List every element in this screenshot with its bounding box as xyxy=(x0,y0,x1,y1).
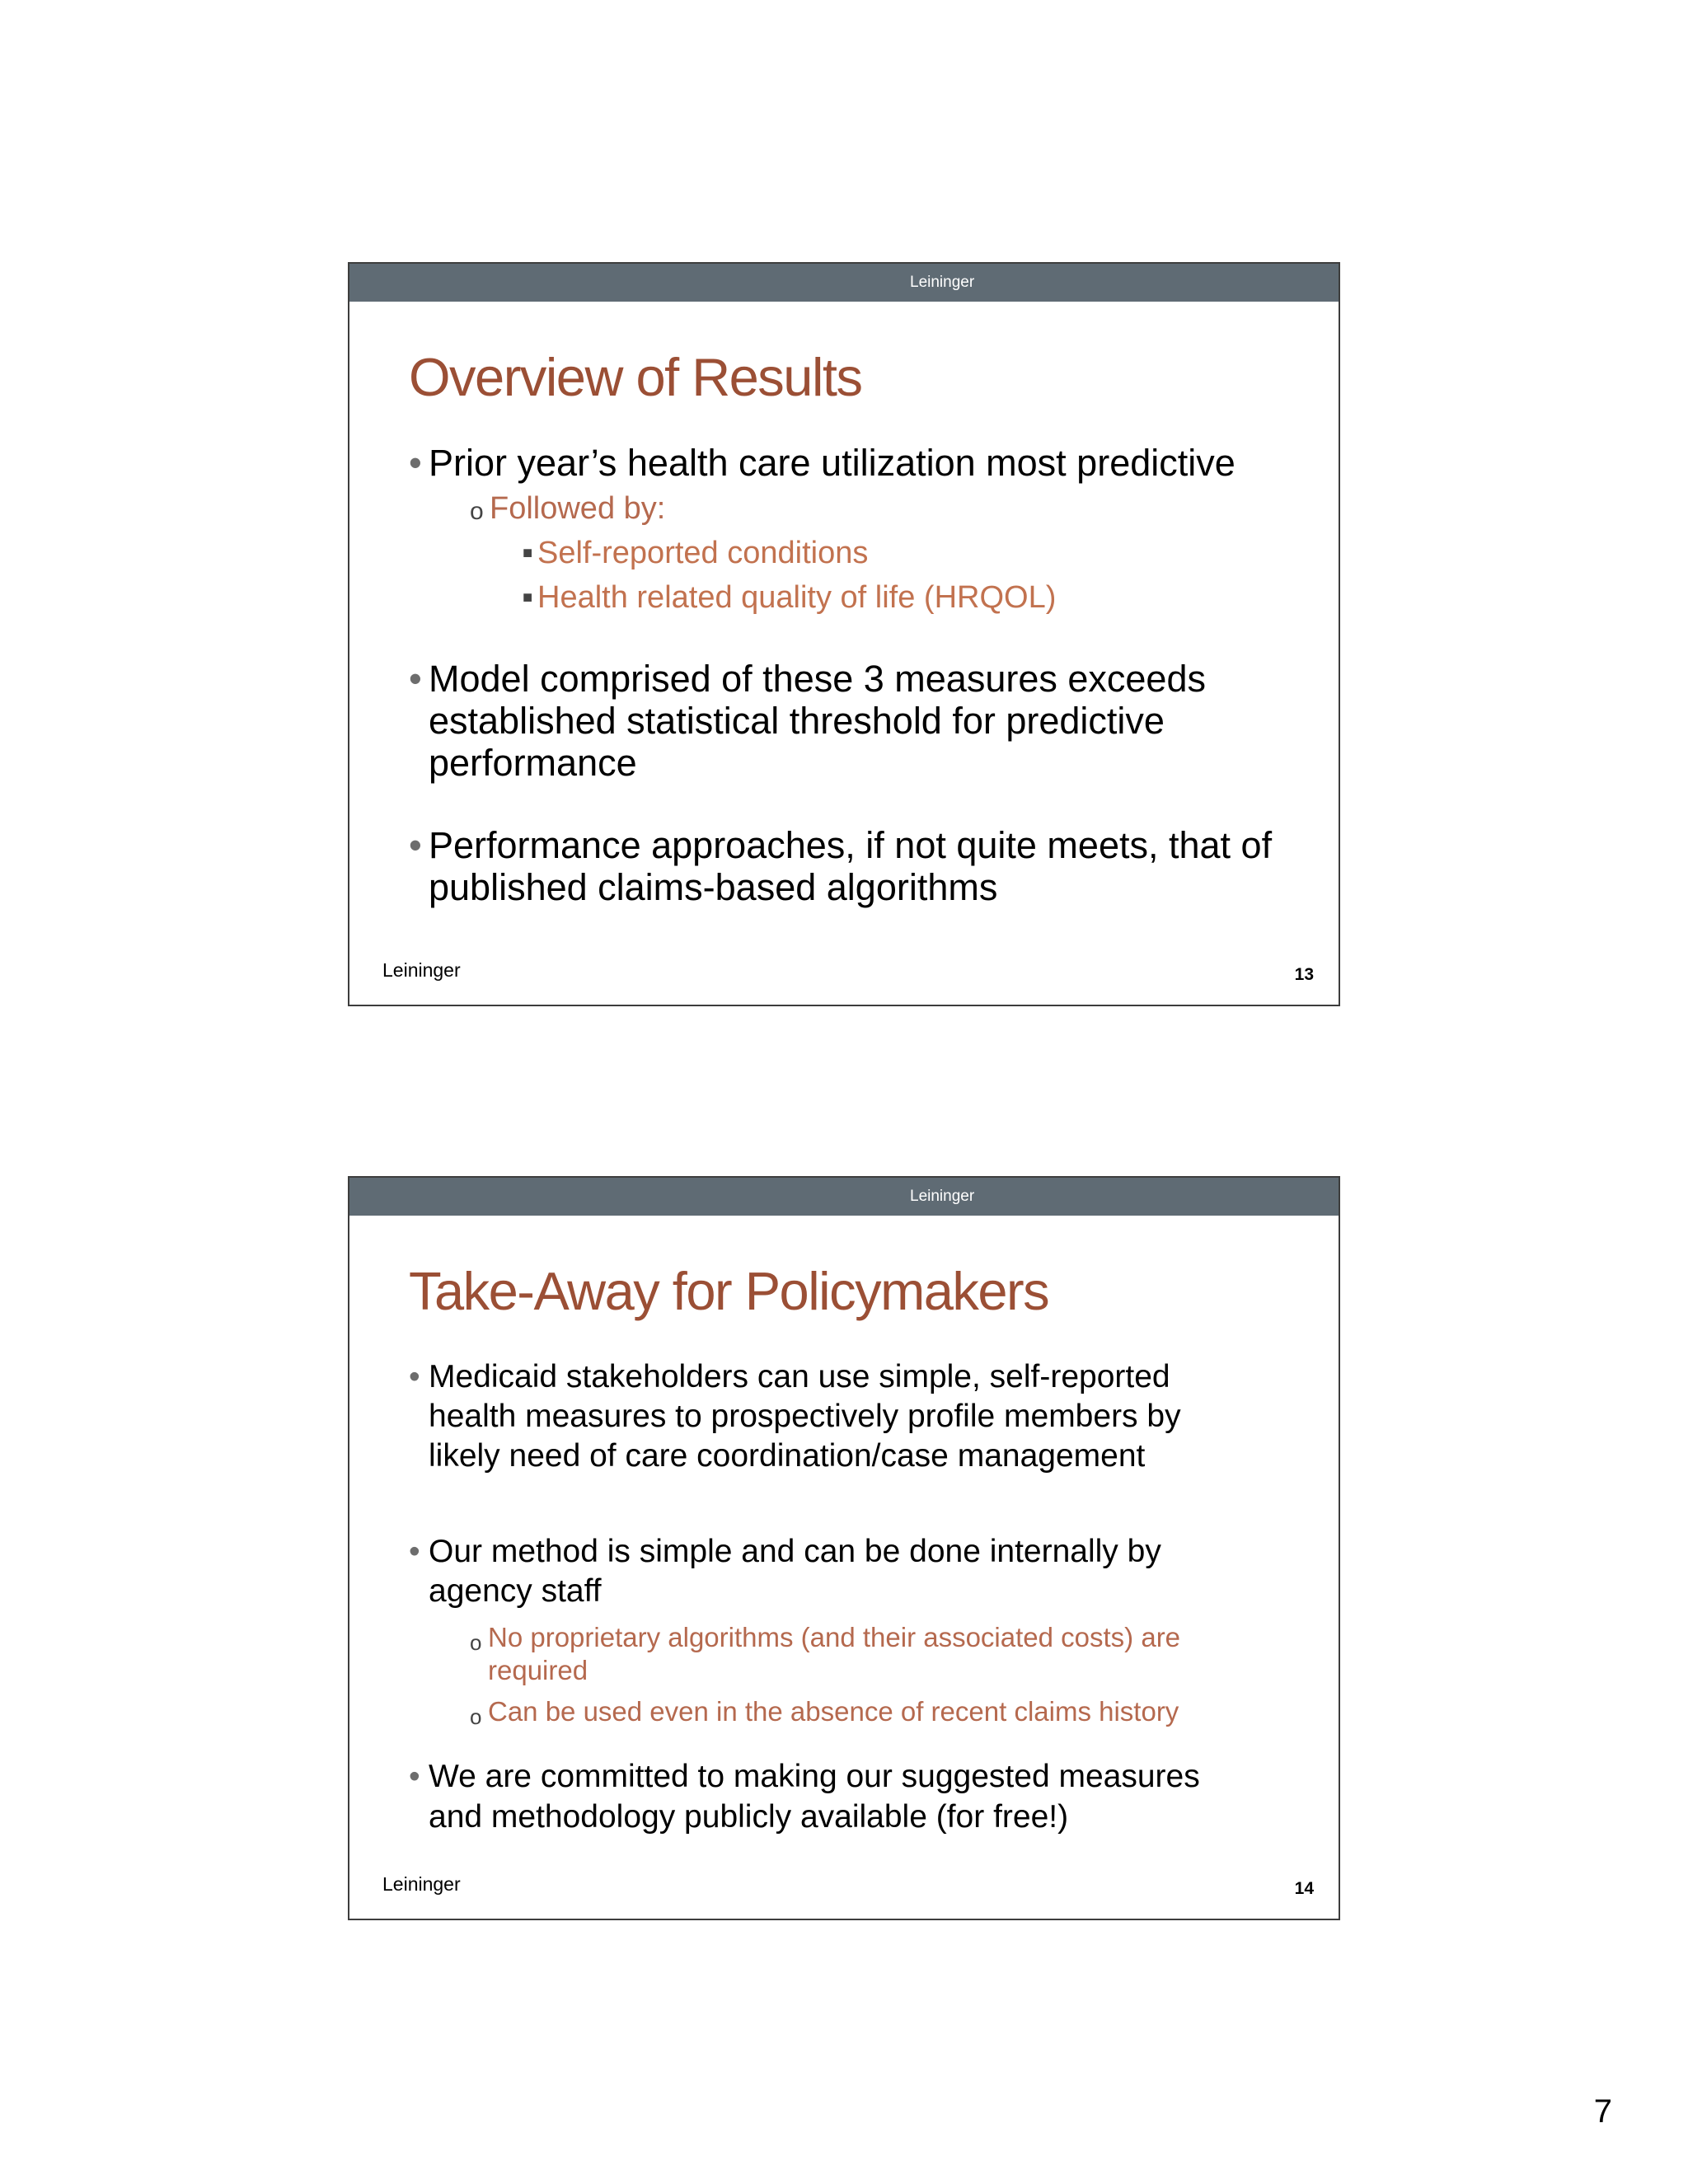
circle-bullet-icon: o xyxy=(470,1630,482,1655)
bullet-dot-icon: • xyxy=(409,658,422,700)
bullet-dot-icon: • xyxy=(409,442,422,484)
slide-header-text: Leininger xyxy=(910,1188,975,1205)
slide-header-text: Leininger xyxy=(910,274,975,291)
slide-header-bar xyxy=(349,1178,1339,1216)
bullet-dot-icon: • xyxy=(409,1534,420,1569)
slide-title: Overview of Results xyxy=(409,347,862,407)
slide-number: 13 xyxy=(1294,965,1314,984)
slide-header-bar xyxy=(349,264,1339,302)
bullet-dot-icon: • xyxy=(409,824,422,866)
slide-14: Leininger Take-Away for Policymakers • Medicaid stakeholders can use simple, self-reported health measures to prospectively profile members by likely need of care coordination/case management • Our method is simple and can be done internally by agency staff o No proprietary algorithms (and their associated costs) are required o Can be used even in the absence of recent claims history • We are committed to making our suggested measures and methodology publicly available (for free!) Leininger 14 xyxy=(348,1176,1340,1920)
slide-number: 14 xyxy=(1294,1879,1314,1898)
slide-13: Leininger Overview of Results • Prior year’s health care utilization most predictive o Followed by: ■ Self-reported conditions ■ Health related quality of life (HRQOL) • Model comprised of these 3 measures exceeds established statistical threshold for predictive performance • Performance approaches, if not quite meets, that of published claims-based algorithms Leininger 13 xyxy=(348,262,1340,1006)
square-bullet-icon: ■ xyxy=(523,544,533,562)
slide-footer-author: Leininger xyxy=(382,959,461,981)
slide-footer-author: Leininger xyxy=(382,1873,461,1895)
circle-bullet-icon: o xyxy=(470,498,484,525)
square-bullet-icon: ■ xyxy=(523,588,533,607)
bullet-dot-icon: • xyxy=(409,1359,420,1394)
page-number: 7 xyxy=(1593,2093,1612,2130)
bullet-dot-icon: • xyxy=(409,1759,420,1794)
slide-title: Take-Away for Policymakers xyxy=(409,1261,1049,1321)
circle-bullet-icon: o xyxy=(470,1704,482,1729)
